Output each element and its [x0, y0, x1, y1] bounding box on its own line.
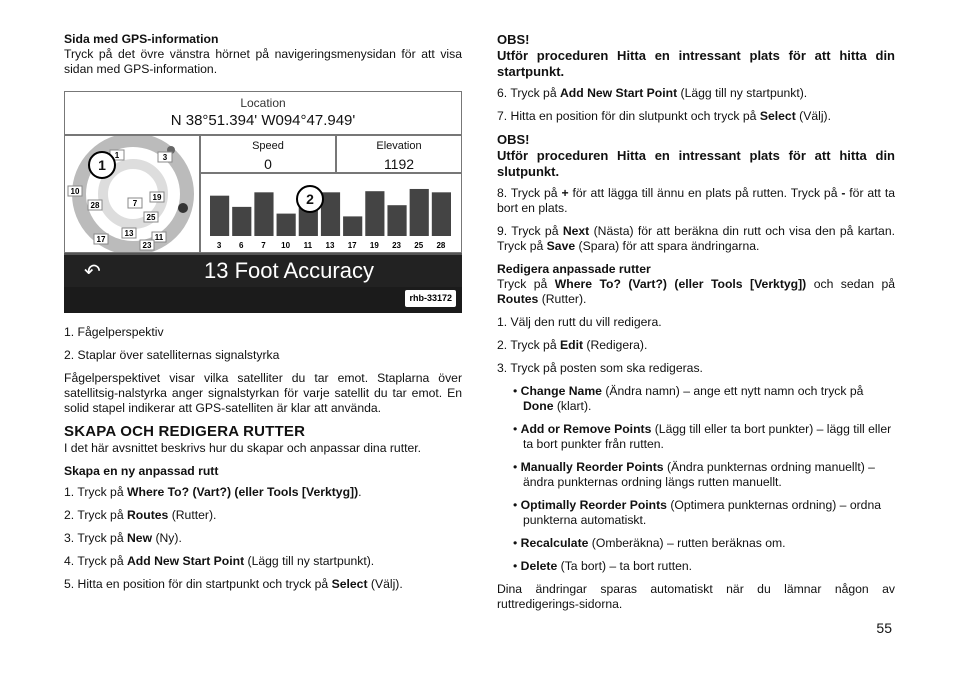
- elevation-value: 1192: [383, 156, 415, 172]
- bullet-recalculate: • Recalculate (Omberäkna) – rutten beräknas om.: [513, 536, 786, 550]
- signal-bar: [432, 192, 451, 236]
- bullet-manual-reorder: • Manually Reorder Points (Ändra punkternas ordning manuellt) – ändra punkternas ordning längs rutten manuellt.: [513, 460, 875, 489]
- gps-intro: Tryck på det övre vänstra hörnet på navigeringsmenysidan för att visa sidan med GPS-information.: [64, 47, 462, 76]
- bullet-add-remove: • Add or Remove Points (Lägg till eller ta bort punkter) – lägg till eller ta bort punkter från rutten.: [513, 422, 892, 451]
- left-column: [64, 32, 462, 600]
- note-2-label: OBS!: [497, 132, 530, 147]
- accuracy-text: 13 Foot Accuracy: [204, 258, 374, 283]
- coordinates: N 38°51.394' W094°47.949': [170, 112, 356, 129]
- signal-bar-label: 23: [392, 241, 401, 250]
- step-2: 2. Tryck på Routes (Rutter).: [64, 508, 217, 522]
- sky-view-graphic: [65, 136, 199, 252]
- step-5: 5. Hitta en position för din startpunkt och tryck på Select (Välj).: [64, 577, 403, 591]
- edit-step-2: 2. Tryck på Edit (Redigera).: [497, 338, 648, 352]
- elevation-panel: [336, 135, 462, 173]
- satellite-label: 28: [90, 201, 100, 210]
- step-1: 1. Tryck på Where To? (Vart?) (eller Tools [Verktyg]).: [64, 485, 362, 499]
- speed-panel: [200, 135, 336, 173]
- section-intro: I det här avsnittet beskrivs hur du skapar och anpassar dina rutter.: [64, 441, 422, 455]
- edit-intro: Tryck på Where To? (Vart?) (eller Tools [Verktyg]) och sedan på Routes (Rutter).: [497, 277, 896, 306]
- page-number: 55: [876, 620, 892, 636]
- speed-value: 0: [264, 156, 272, 172]
- step-8: 8. Tryck på + för att lägga till ännu en plats på rutten. Tryck på - för att ta bort en plats.: [497, 186, 895, 215]
- gps-description: Fågelperspektivet visar vilka satelliter du tar emot. Staplarna över satellitsig-nalstyrka anger signalstyrkan för varje satellit du tar emot. En solid stapel indikerar att GPS-satelliten är klar att använda.: [64, 371, 462, 415]
- accuracy-bar: [64, 253, 462, 287]
- satellite-label: 13: [124, 229, 134, 238]
- signal-bar-label: 3: [216, 241, 222, 250]
- right-column: [497, 32, 895, 620]
- signal-bars-chart: [201, 174, 461, 252]
- bullet-change-name: • Change Name (Ändra namn) – ange ett nytt namn och tryck på Done (klart).: [513, 384, 864, 413]
- signal-bar-label: 19: [369, 241, 379, 250]
- gps-info-figure: [64, 91, 462, 313]
- signal-bar-label: 28: [436, 241, 446, 250]
- signal-strength-bars: [200, 173, 462, 253]
- signal-bar: [387, 205, 406, 236]
- satellite-label: 19: [152, 193, 162, 202]
- signal-bar-label: 25: [414, 241, 424, 250]
- gps-section-title: Sida med GPS-information: [64, 32, 219, 46]
- satellite-label: 25: [146, 213, 156, 222]
- location-panel: [64, 91, 462, 135]
- edit-step-3: 3. Tryck på posten som ska redigeras.: [497, 361, 703, 375]
- caption-1: 1. Fågelperspektiv: [64, 325, 164, 339]
- subsection-title: Skapa en ny anpassad rutt: [64, 464, 219, 478]
- step-3: 3. Tryck på New (Ny).: [64, 531, 182, 545]
- signal-bar: [343, 216, 362, 236]
- signal-bar-label: 6: [239, 241, 244, 250]
- satellite-label: 3: [162, 153, 168, 162]
- signal-bar: [277, 214, 296, 236]
- step-7: 7. Hitta en position för din slutpunkt och tryck på Select (Välj).: [497, 109, 831, 123]
- signal-bar: [210, 196, 229, 236]
- signal-bar-label: 7: [261, 241, 266, 250]
- note-2-text: Utför proceduren Hitta en intressant plats för att hitta din slutpunkt.: [497, 148, 895, 179]
- location-label: Location: [240, 96, 286, 110]
- moon-icon: [178, 203, 188, 213]
- figure-ref: rhb-33172: [405, 290, 456, 307]
- signal-bar: [232, 207, 251, 236]
- elevation-label: Elevation: [376, 140, 422, 152]
- step-9: 9. Tryck på Next (Nästa) för att beräkna din rutt och visa den på kartan. Tryck på Save (Spara) för att spara ändringarna.: [497, 224, 895, 253]
- signal-bar-label: 13: [325, 241, 335, 250]
- step-4: 4. Tryck på Add New Start Point (Lägg till ny startpunkt).: [64, 554, 375, 568]
- satellite-label: 11: [154, 233, 164, 242]
- satellite-label: 17: [96, 235, 106, 244]
- closing-text: Dina ändringar sparas automatiskt när du lämnar någon av ruttredigerings-sidorna.: [497, 582, 895, 611]
- note-1-text: Utför proceduren Hitta en intressant plats för att hitta din startpunkt.: [497, 48, 895, 79]
- signal-bar: [410, 189, 429, 236]
- note-1-label: OBS!: [497, 32, 530, 47]
- satellite-label: 23: [142, 241, 152, 250]
- bullet-delete: • Delete (Ta bort) – ta bort rutten.: [513, 559, 693, 573]
- satellite-label: 1: [114, 151, 120, 160]
- section-title: SKAPA OCH REDIGERA RUTTER: [64, 423, 306, 440]
- sky-view: [64, 135, 200, 253]
- speed-label: Speed: [252, 140, 284, 152]
- back-icon[interactable]: ↶: [84, 261, 101, 283]
- edit-title: Redigera anpassade rutter: [497, 262, 651, 276]
- signal-bar: [254, 192, 273, 236]
- signal-bar: [365, 191, 384, 236]
- signal-bar-label: 10: [281, 241, 291, 250]
- signal-bar-label: 17: [347, 241, 357, 250]
- bullet-optimal-reorder: • Optimally Reorder Points (Optimera punkternas ordning) – ordna punkterna automatiskt.: [513, 498, 882, 527]
- edit-step-1: 1. Välj den rutt du vill redigera.: [497, 315, 662, 329]
- callout-2: 2: [296, 185, 324, 213]
- callout-1: 1: [88, 151, 116, 179]
- step-6: 6. Tryck på Add New Start Point (Lägg till ny startpunkt).: [497, 86, 808, 100]
- signal-bar-label: 11: [303, 241, 313, 250]
- satellite-label: 10: [70, 187, 80, 196]
- satellite-label: 7: [132, 199, 138, 208]
- caption-2: 2. Staplar över satelliternas signalstyrka: [64, 348, 280, 362]
